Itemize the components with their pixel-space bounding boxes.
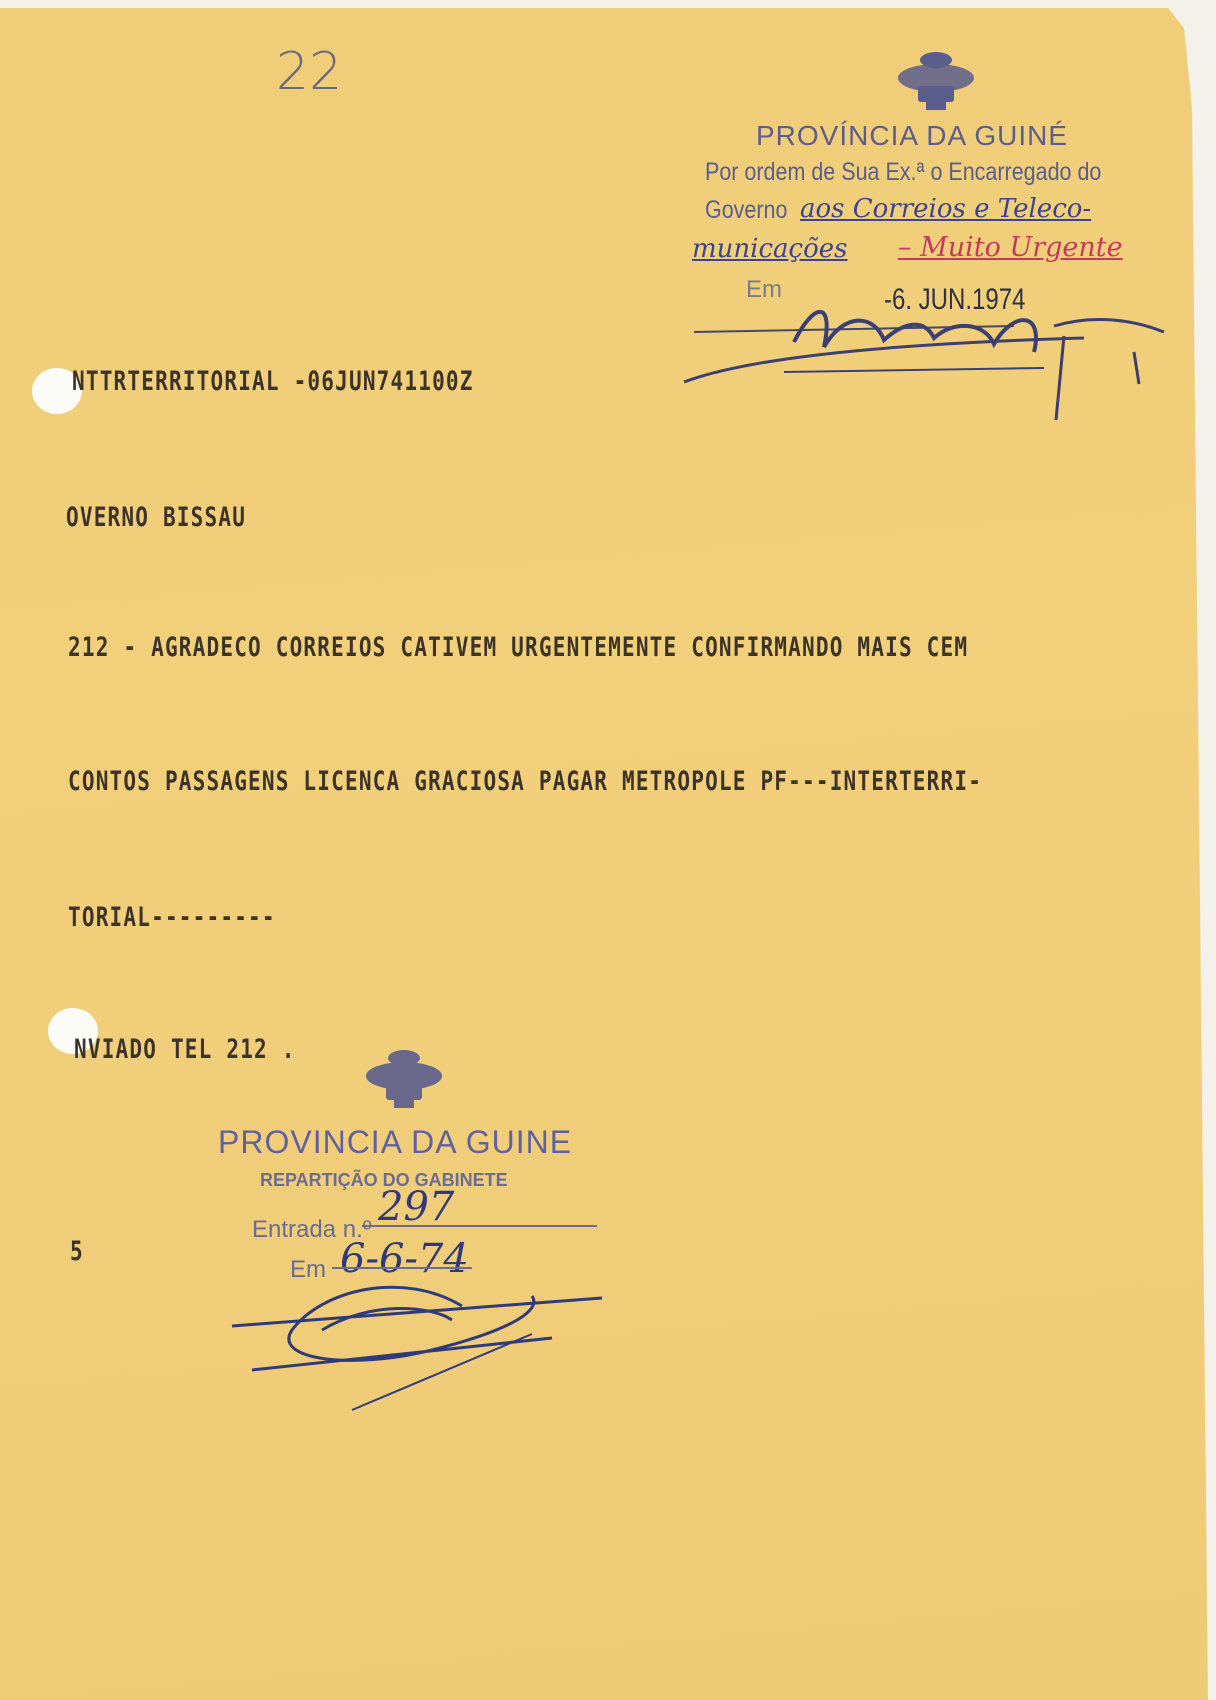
telegram-header: NTTRTERRITORIAL -06JUN741100Z — [72, 366, 474, 397]
stamp-handwritten-recipient: aos Correios e Teleco- — [800, 194, 1092, 224]
page-footer-number: 5 — [70, 1236, 84, 1267]
handwritten-page-number: 22 — [276, 42, 343, 102]
signature-top — [684, 292, 1174, 422]
bottom-stamp-title: PROVINCIA DA GUINE — [218, 1124, 573, 1160]
stamp-date: -6. JUN.1974 — [884, 283, 1026, 316]
bottom-stamp-date-label: Em — [290, 1256, 326, 1283]
bottom-stamp-date: 6-6-74 — [340, 1236, 469, 1282]
telegram-sent-note: NVIADO TEL 212 . — [74, 1034, 296, 1065]
stamp-handwritten-recipient-cont: municações — [692, 234, 848, 264]
telegram-body-line-3: TORIAL--------- — [68, 902, 276, 933]
signature-bottom — [232, 1210, 612, 1420]
coat-of-arms-icon — [356, 1046, 452, 1112]
stamp-order-line: Por ordem de Sua Ex.ª o Encarregado do — [705, 158, 1102, 186]
bottom-stamp-subtitle: REPARTIÇÃO DO GABINETE — [260, 1170, 508, 1190]
telegram-addressee: OVERNO BISSAU — [66, 502, 247, 533]
stamp-title: PROVÍNCIA DA GUINÉ — [756, 120, 1069, 151]
telegram-body-line-1: 212 - AGRADECO CORREIOS CATIVEM URGENTEMENTE CONFIRMANDO MAIS CEM — [68, 632, 969, 663]
telegram-body-line-2: CONTOS PASSAGENS LICENCA GRACIOSA PAGAR METROPOLE PF---INTERTERRI- — [68, 766, 983, 797]
urgent-note: – Muito Urgente — [898, 232, 1123, 263]
bottom-stamp-number: 297 — [378, 1184, 455, 1230]
coat-of-arms-icon — [888, 48, 984, 114]
stamp-date-label: Em — [746, 276, 782, 303]
stamp-governo-label: Governo — [705, 196, 788, 224]
bottom-stamp-number-label: Entrada n.º — [252, 1216, 372, 1243]
